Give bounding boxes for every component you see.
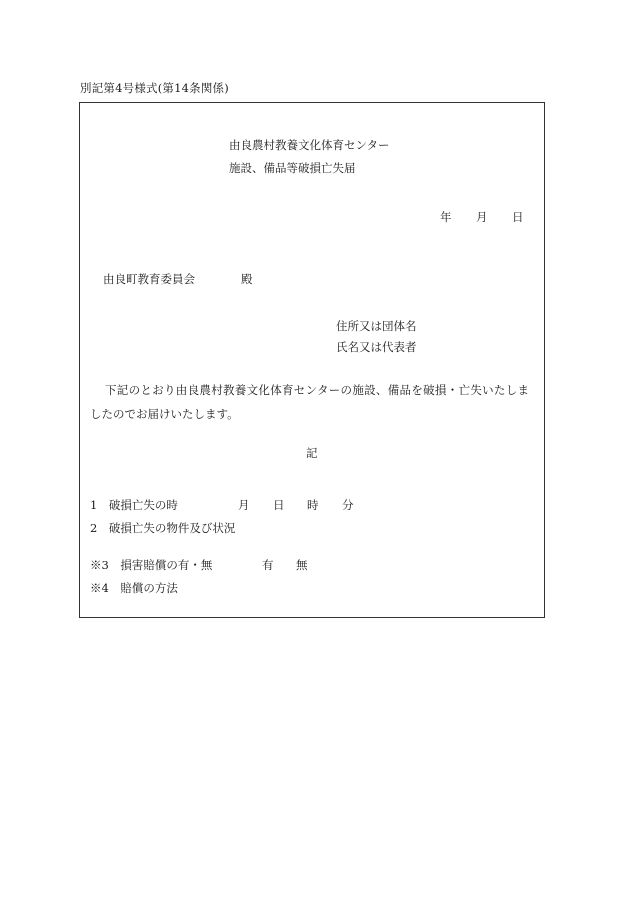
form-number-label: 別記第4号様式(第14条関係): [80, 81, 229, 95]
item3-label: ※3 損害賠償の有・無: [90, 558, 213, 572]
item3-yes-option: 有: [262, 558, 274, 572]
item1-label: 1 破損亡失の時: [90, 498, 178, 512]
date-year-label: 年: [440, 210, 452, 224]
date-day-label: 日: [512, 210, 524, 224]
item1-hour-label: 時: [307, 498, 319, 512]
applicant-address-label: 住所又は団体名: [336, 319, 417, 333]
item3-no-option: 無: [296, 558, 308, 572]
applicant-name-label: 氏名又は代表者: [336, 340, 417, 354]
item2-label: 2 破損亡失の物件及び状況: [90, 521, 236, 535]
form-title: 施設、備品等破損亡失届: [229, 161, 356, 175]
addressee-honorific: 殿: [241, 272, 253, 286]
form-frame: [79, 102, 545, 618]
item1-day-label: 日: [273, 498, 285, 512]
body-text-line-1: 下記のとおり由良農村教養文化体育センターの施設、備品を破損・亡失いたしま: [105, 383, 530, 397]
body-text-line-2: したのでお届けいたします。: [90, 407, 239, 421]
item4-label: ※4 賠償の方法: [90, 581, 178, 595]
addressee-name: 由良町教育委員会: [103, 272, 195, 286]
ki-heading: 記: [306, 446, 318, 460]
date-month-label: 月: [476, 210, 488, 224]
item1-minute-label: 分: [342, 498, 354, 512]
facility-name-title: 由良農村教養文化体育センター: [229, 138, 390, 152]
item1-month-label: 月: [238, 498, 250, 512]
